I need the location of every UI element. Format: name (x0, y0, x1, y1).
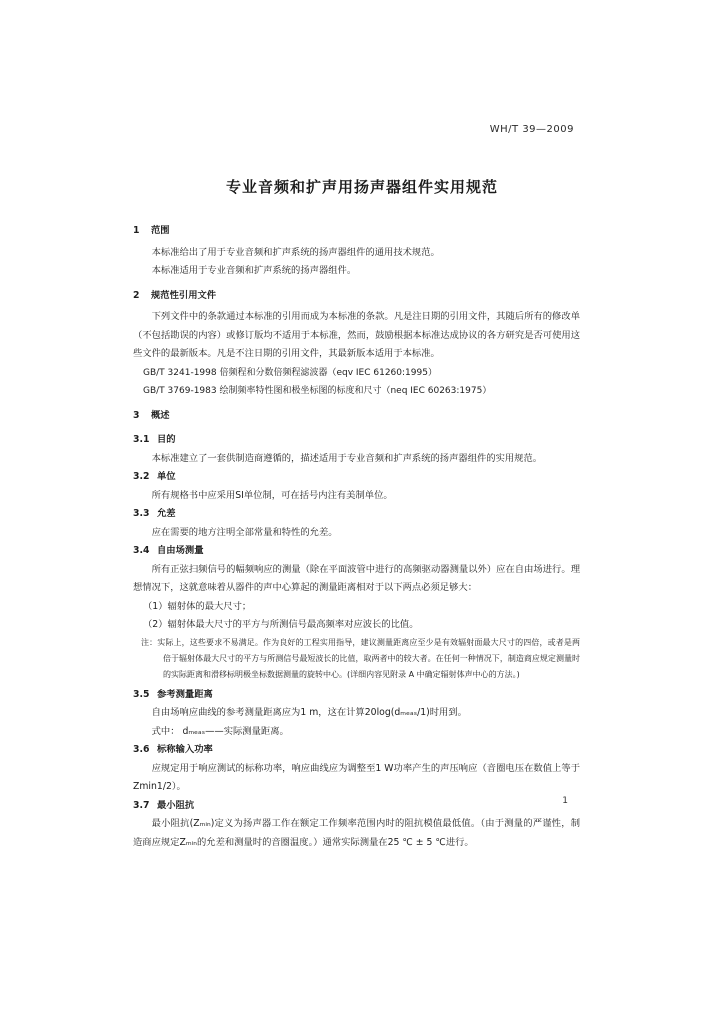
paragraph: 所有正弦扫频信号的幅频响应的测量（除在平面波管中进行的高频驱动器测量以外）应在自由场进行。理想情况下，这就意味着从器件的声中心算起的测量距离相对于以下两点必须足够大： (133, 563, 580, 593)
paragraph: 最小阻抗(Zₘᵢₙ)定义为扬声器工作在额定工作频率范围内时的阻抗模值最低值。（由于测量的严谨性，制造商应规定Zₘᵢₙ的允差和测量时的音圈温度。）通常实际测量在25 ℃ ± 5 ℃进行。 (133, 818, 580, 848)
subsection-heading: 3.1 目的 (133, 434, 176, 445)
subsection-heading: 3.4 自由场测量 (133, 545, 204, 556)
list-item: （1）辐射体的最大尺寸； (143, 600, 252, 612)
section-heading: 1 范围 (133, 225, 170, 236)
paragraph: 本标准给出了用于专业音频和扩声系统的扬声器组件的通用技术规范。 (151, 246, 440, 258)
page-number: 1 (562, 796, 568, 806)
paragraph: 本标准适用于专业音频和扩声系统的扬声器组件。 (151, 265, 357, 276)
formula-explanation: 式中： dₘₑₐₛ——实际测量距离。 (151, 725, 289, 737)
reference-item: GB/T 3769-1983 绘制频率特性图和极坐标图的标度和尺寸（neq IEC 60263:1975） (143, 386, 492, 396)
paragraph: 下列文件中的条款通过本标准的引用而成为本标准的条款。凡是注日期的引用文件，其随后所有的修改单（不包括勘误的内容）或修订版均不适用于本标准，然而，鼓励根据本标准达成协议的各方研究是否可使用这些文件的最新版本。凡是不注日期的引用文件，其最新版本适用于本标准。 (133, 311, 580, 359)
subsection-heading: 3.6 标称输入功率 (133, 744, 213, 755)
reference-item: GB/T 3241-1998 倍频程和分数倍频程滤波器（eqv IEC 61260:1995） (143, 367, 437, 378)
document-code: WH/T 39—2009 (489, 124, 574, 135)
section-heading: 3 概述 (133, 409, 170, 421)
subsection-heading: 3.5 参考测量距离 (133, 688, 213, 700)
list-item: （2）辐射体最大尺寸的平方与所测信号最高频率对应波长的比值。 (143, 619, 419, 630)
subsection-heading: 3.7 最小阻抗 (133, 799, 195, 811)
paragraph: 应规定用于响应测试的标称功率，响应曲线应为调整至1 W功率产生的声压响应（音圈电压在数值上等于Zmin1/2）。 (133, 762, 580, 792)
section-heading: 2 规范性引用文件 (133, 289, 217, 301)
note: 注：实际上，这些要求不易满足。作为良好的工程实用指导，建议测量距离应至少是有效辐射面最大尺寸的四倍，或者是两倍于辐射体最大尺寸的平方与所测信号最短波长的比值，取两者中的较大者。在任何一种情况下，制造商应规定测量时的实际距离和滑移标明极坐标数据测量的旋转中心。(详细内容见附录 A 中确定辐射体声中心的方法。) (141, 637, 580, 679)
paragraph: 所有规格书中应采用SI单位制，可在括号内注有美制单位。 (151, 489, 393, 501)
paragraph: 应在需要的地方注明全部常量和特性的允差。 (151, 526, 338, 538)
document-body (133, 222, 580, 852)
document-title: 专业音频和扩声用扬声器组件实用规范 (225, 178, 498, 196)
paragraph: 本标准建立了一套供制造商遵循的，描述适用于专业音频和扩声系统的扬声器组件的实用规范。 (151, 452, 543, 464)
paragraph: 自由场响应曲线的参考测量距离应为1 m，这在计算20log(dₘₑₐₛ/1)时用到。 (151, 707, 467, 718)
subsection-heading: 3.2 单位 (133, 471, 176, 482)
subsection-heading: 3.3 允差 (133, 508, 176, 519)
